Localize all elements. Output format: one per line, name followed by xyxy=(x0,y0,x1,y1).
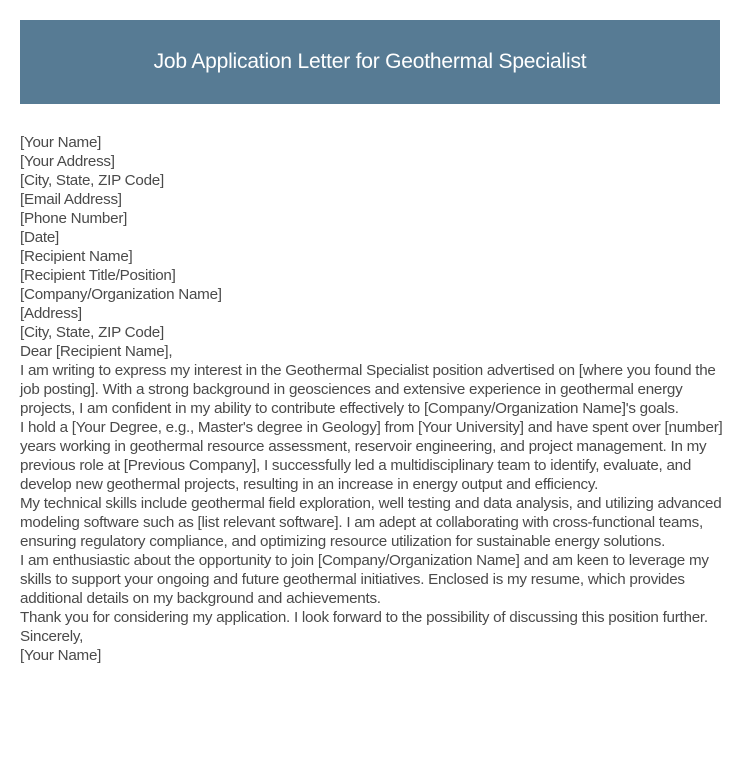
paragraph-experience: I hold a [Your Degree, e.g., Master's degree in Geology] from [Your University] and have spent over [number] years working in geothermal resource assessment, reservoir engineering, and project management. In my previous role at [Previous Company], I successfully led a multidisciplinary team to identify, evaluate, and develop new geothermal projects, resulting in an increase in energy output and efficiency. xyxy=(20,419,723,493)
signature: [Your Name] xyxy=(20,647,102,664)
recipient-city-state-zip: [City, State, ZIP Code] xyxy=(20,324,164,341)
sender-phone: [Phone Number] xyxy=(20,210,128,227)
sender-address: [Your Address] xyxy=(20,153,115,170)
sender-email: [Email Address] xyxy=(20,191,122,208)
sender-city-state-zip: [City, State, ZIP Code] xyxy=(20,172,164,189)
recipient-company: [Company/Organization Name] xyxy=(20,286,222,303)
page-title: Job Application Letter for Geothermal Specialist xyxy=(153,50,587,73)
paragraph-skills: My technical skills include geothermal field exploration, well testing and data analysis, and utilizing advanced modeling software such as [list relevant software]. I am adept at collaborating with cross-functional teams, ensuring regulatory compliance, and optimizing resource utilization for sustainable energy solutions. xyxy=(20,495,722,550)
recipient-title: [Recipient Title/Position] xyxy=(20,267,176,284)
letter-date: [Date] xyxy=(20,229,60,246)
salutation: Dear [Recipient Name], xyxy=(20,343,173,360)
recipient-address: [Address] xyxy=(20,305,82,322)
page-header xyxy=(20,20,720,104)
letter-body xyxy=(20,133,724,665)
paragraph-thanks: Thank you for considering my application. I look forward to the possibility of discussing this position further. xyxy=(20,609,708,626)
closing: Sincerely, xyxy=(20,628,84,645)
recipient-name: [Recipient Name] xyxy=(20,248,133,265)
sender-name: [Your Name] xyxy=(20,134,102,151)
paragraph-intro: I am writing to express my interest in the Geothermal Specialist position advertised on [where you found the job posting]. With a strong background in geosciences and extensive experience in geothermal energy projects, I am confident in my ability to contribute effectively to [Company/Organization Name]'s goals. xyxy=(20,362,716,417)
paragraph-enthusiasm: I am enthusiastic about the opportunity to join [Company/Organization Name] and am keen to leverage my skills to support your ongoing and future geothermal initiatives. Enclosed is my resume, which provides additional details on my background and achievements. xyxy=(20,552,709,607)
